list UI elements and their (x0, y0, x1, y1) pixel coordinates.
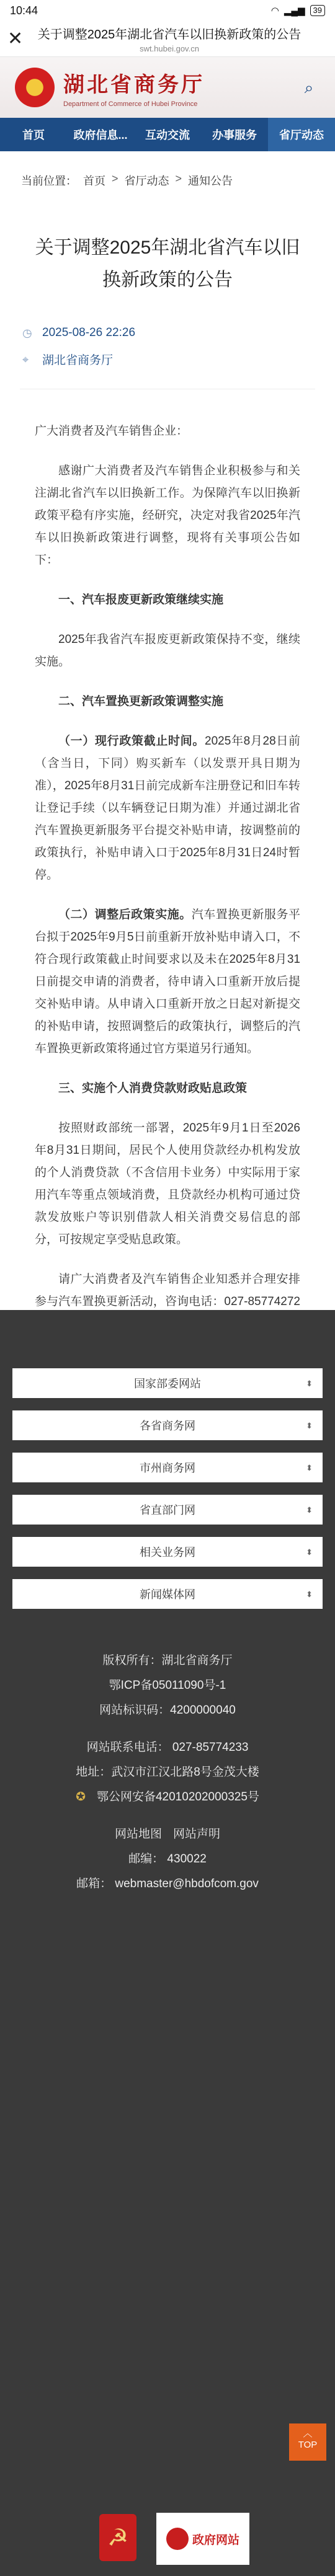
article-source-row (22, 351, 313, 368)
site-name-en: Department of Commerce of Hubei Province (63, 100, 198, 108)
footer-info (0, 1649, 335, 1897)
select-national-ministries[interactable] (12, 1368, 323, 1398)
wifi-icon: ◠ (270, 6, 279, 16)
select-label: 新闻媒体网 (140, 1588, 195, 1601)
section-heading-3: 三、实施个人消费贷款财政贴息政策 (58, 1082, 248, 1095)
site-brand[interactable] (63, 68, 205, 108)
footer-address: 地址：武汉市江汉北路8号金茂大楼 (76, 1766, 259, 1779)
paragraph-5: 请广大消费者及汽车销售企业知悉并合理安排参与汽车置换更新活动，咨询电话：027-85774272 (35, 1273, 300, 1308)
select-city-commerce[interactable] (12, 1453, 323, 1482)
select-news-media[interactable] (12, 1579, 323, 1609)
search-icon[interactable]: ⌕ (304, 78, 314, 97)
gov-website-mark-icon (166, 2528, 189, 2550)
breadcrumb (0, 151, 335, 188)
browser-url: swt.hubei.gov.cn (140, 44, 199, 53)
status-icons (271, 5, 325, 16)
select-arrows-icon: ⬍ (306, 1463, 313, 1472)
breadcrumb-home[interactable]: 首页 (83, 175, 105, 187)
article-meta (22, 326, 313, 368)
select-arrows-icon: ⬍ (306, 1378, 313, 1388)
section-heading-1: 一、汽车报废更新政策继续实施 (58, 593, 224, 606)
article-source: 湖北省商务厅 (42, 354, 114, 367)
select-label: 各省商务网 (140, 1420, 195, 1432)
select-label: 国家部委网站 (134, 1378, 201, 1390)
national-emblem-logo: ★ (15, 68, 55, 107)
location-pin-icon: ⌖ (22, 353, 29, 366)
paragraph-2 (35, 730, 300, 887)
party-emblem-badge[interactable]: ☭ (99, 2514, 136, 2561)
article-title: 关于调整2025年湖北省汽车以旧换新政策的公告 (35, 237, 300, 290)
site-header (0, 57, 335, 118)
select-label: 相关业务网 (140, 1546, 195, 1559)
nav-item-services[interactable]: 办事服务 (212, 129, 257, 141)
chevron-up-icon: ︿ (303, 2428, 313, 2439)
footer-link-groups (0, 1310, 335, 1609)
back-to-top-button[interactable] (289, 2423, 326, 2461)
select-provincial-departments[interactable] (12, 1495, 323, 1525)
police-badge-icon: ✪ (76, 1790, 86, 1804)
paragraph-3-text: 汽车置换更新服务平台拟于2025年9月5日前重新开放补贴申请入口，不符合现行政策截止时间要求以及未在2025年8月31日前提交申请的消费者，待申请入口重新开放后提交补贴申请。从申请入口重新开放之日起对新提交的补贴申请，按照调整后的政策执行，调整后的汽车置换更新政策将通过官方渠道另行通知。 (35, 908, 300, 1055)
footer-police-row (0, 1785, 335, 1810)
site-name: 湖北省商务厅 (63, 72, 205, 97)
clock-icon: ◷ (22, 327, 32, 339)
select-related-business[interactable] (12, 1537, 323, 1567)
close-icon[interactable]: ✕ (7, 28, 24, 49)
site-footer (0, 1310, 335, 2576)
article-date: 2025-08-26 22:26 (42, 326, 136, 339)
select-arrows-icon: ⬍ (306, 1589, 313, 1599)
statement-link[interactable]: 网站声明 (173, 1828, 221, 1841)
gov-website-badge[interactable] (156, 2513, 249, 2565)
select-arrows-icon: ⬍ (306, 1547, 313, 1557)
footer-email[interactable]: 邮箱： webmaster@hbdofcom.gov (76, 1877, 259, 1890)
breadcrumb-separator: > (175, 172, 182, 185)
paragraph-4: 按照财政部统一部署，2025年9月1日至2026年8月31日期间，居民个人使用贷款经办机构发放的个人消费贷款（不含信用卡业务）中实际用于家用汽车等重点领域消费，且贷款经办机构可通过贷款发放账户等识别借款人相关消费交易信息的部分，可按规定享受贴息政策。 (35, 1122, 300, 1246)
footer-police[interactable]: 鄂公网安备42010202000325号 (96, 1790, 259, 1804)
breadcrumb-label: 当前位置： (21, 175, 77, 187)
footer-site-code: 网站标识码：4200000040 (99, 1704, 236, 1717)
footer-icp[interactable]: 鄂ICP备05011090号-1 (109, 1679, 226, 1692)
signal-icon: ▂▄▆ (284, 6, 305, 16)
greeting: 广大消费者及汽车销售企业： (35, 425, 189, 438)
paragraph-2-lead: （一）现行政策截止时间。 (58, 735, 205, 748)
footer-host: 版权所有：湖北省商务厅 (102, 1654, 233, 1667)
paragraph-3-lead: （二）调整后政策实施。 (58, 908, 192, 921)
paragraph-intro: 感谢广大消费者及汽车销售企业积极参与和关注湖北省汽车以旧换新工作。为保障汽车以旧换新政策平稳有序实施，经研究，决定对我省2025年汽车以旧换新政策进行调整，现将有关事项公告如下： (35, 464, 300, 567)
status-time: 10:44 (10, 4, 38, 17)
footer-links-row (0, 1822, 335, 1847)
select-label: 省直部门网 (140, 1504, 195, 1516)
sitemap-link[interactable]: 网站地图 (114, 1828, 162, 1841)
article-date-row (22, 326, 313, 340)
browser-title: 关于调整2025年湖北省汽车以旧换新政策的公告 (37, 28, 302, 42)
main-nav (0, 118, 335, 151)
footer-phone: 网站联系电话： 027-85774233 (86, 1741, 249, 1754)
status-bar (0, 0, 335, 21)
select-arrows-icon: ⬍ (306, 1505, 313, 1515)
paragraph-3 (35, 904, 300, 1060)
browser-bar (0, 21, 335, 57)
breadcrumb-notices[interactable]: 通知公告 (188, 175, 233, 187)
footer-badges (0, 2507, 335, 2576)
gov-website-badge-text: 政府网站 (192, 2533, 239, 2547)
select-label: 市州商务网 (140, 1462, 195, 1474)
back-to-top-label: TOP (298, 2440, 318, 2450)
footer-spacer (0, 1810, 335, 1822)
battery-icon (310, 5, 325, 16)
battery-level: 39 (313, 6, 322, 15)
select-provincial-commerce[interactable] (12, 1410, 323, 1440)
nav-item-gov-info[interactable]: 政府信息... (73, 129, 128, 141)
breadcrumb-dept-news[interactable]: 省厅动态 (124, 175, 169, 187)
footer-postcode: 邮编： 430022 (128, 1852, 207, 1866)
nav-item-home[interactable]: 首页 (22, 129, 45, 141)
footer-spacer (0, 1723, 335, 1735)
select-arrows-icon: ⬍ (306, 1420, 313, 1430)
paragraph-1: 2025年我省汽车报废更新政策保持不变，继续实施。 (35, 633, 300, 668)
section-heading-2: 二、汽车置换更新政策调整实施 (58, 695, 224, 708)
breadcrumb-separator: > (112, 172, 118, 185)
nav-item-dept-news[interactable]: 省厅动态 (268, 118, 335, 151)
browser-title-area (30, 24, 328, 53)
nav-item-interaction[interactable]: 互动交流 (145, 129, 190, 141)
paragraph-2-text: 2025年8月28日前（含当日，下同）购买新车（以发票开具日期为准），2025年8月31日前完成新车注册登记和旧车转让登记手续（以车辆登记日期为准）并通过湖北省汽车置换更新服务平台提交补贴申请，按调整前的政策执行，补贴申请入口于2025年8月31日24时暂停。 (35, 735, 300, 882)
